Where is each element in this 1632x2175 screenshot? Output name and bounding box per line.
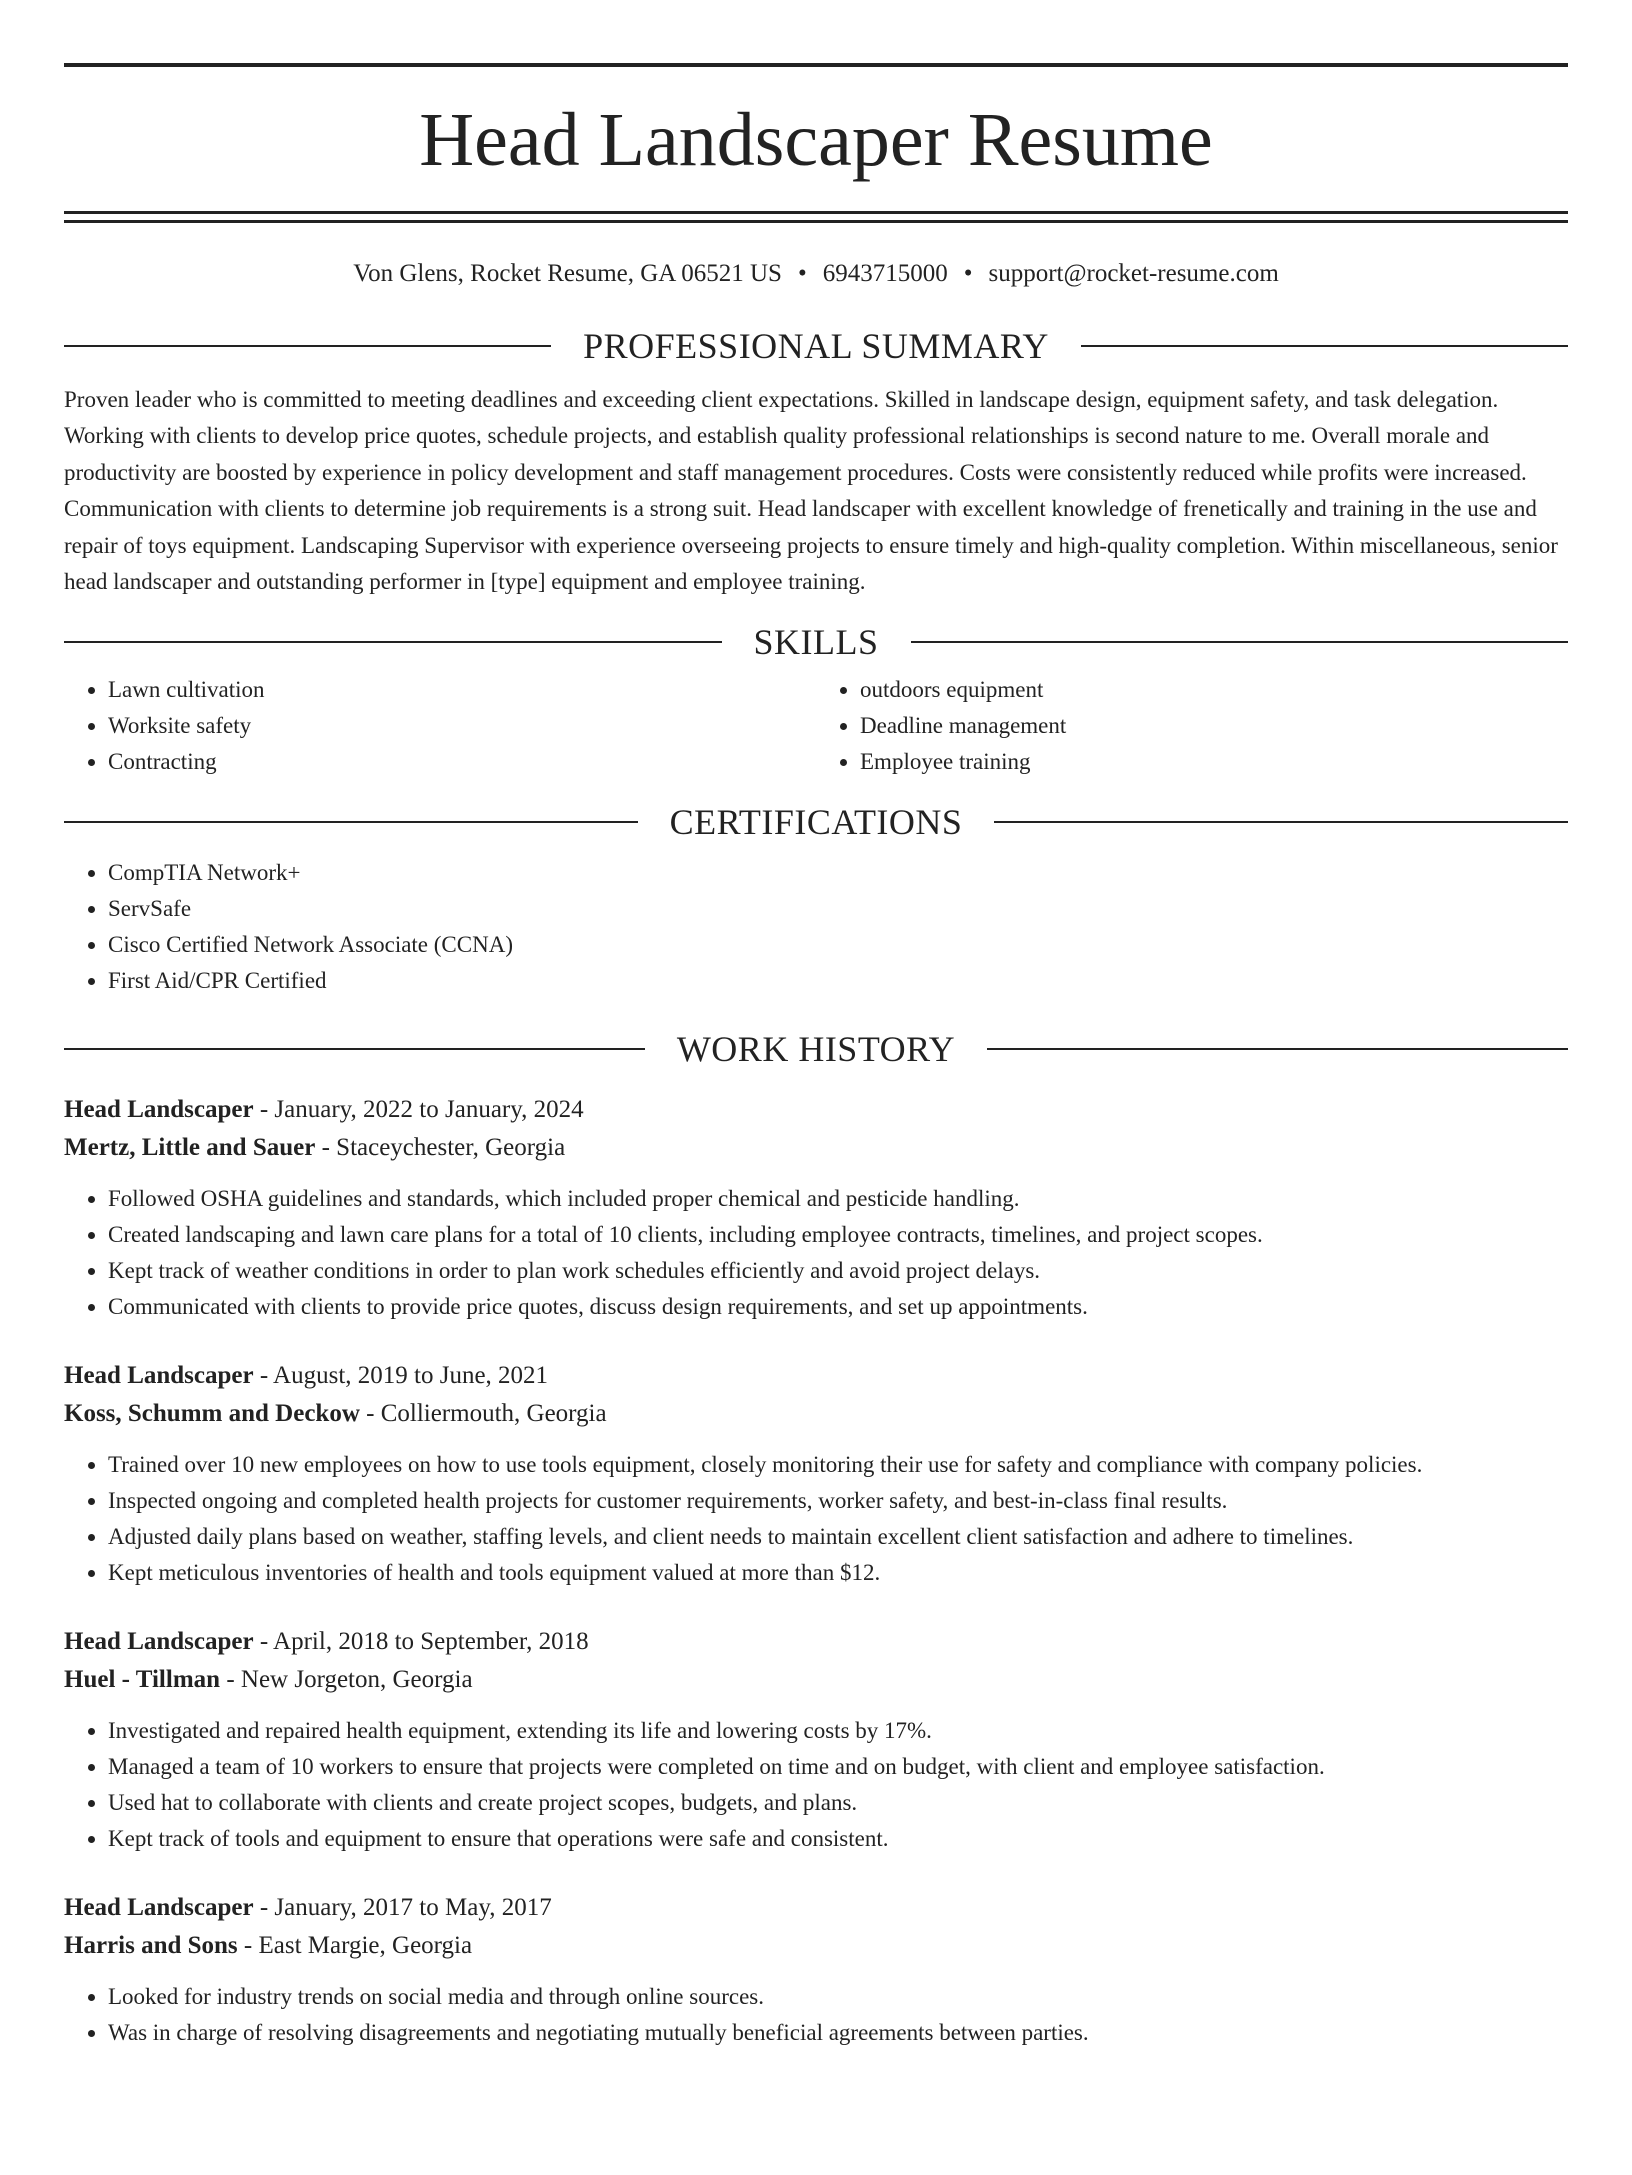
job-title-line <box>64 1889 1568 1927</box>
heading-rule-left <box>64 345 551 347</box>
job-bullet: • Was in charge of resolving disagreements and negotiating mutually beneficial agreements between parties. <box>108 2015 1568 2051</box>
certifications-list <box>64 855 1568 999</box>
contact-separator: • <box>963 260 973 287</box>
contact-line <box>64 259 1568 289</box>
skills-grid <box>64 672 1568 780</box>
job-bullet: • Used hat to collaborate with clients and create project scopes, budgets, and plans. <box>108 1785 1568 1821</box>
job-title-line <box>64 1623 1568 1661</box>
job-bullet: • Investigated and repaired health equipment, extending its life and lowering costs by 17%. <box>108 1713 1568 1749</box>
job-bullet: • Communicated with clients to provide price quotes, discuss design requirements, and set up appointments. <box>108 1289 1568 1325</box>
resume-page <box>0 63 1632 2175</box>
contact-phone: 6943715000 <box>822 260 948 287</box>
job-bullet: • Inspected ongoing and completed health projects for customer requirements, worker safety, and best-in-class final results. <box>108 1483 1568 1519</box>
skill-item: • outdoors equipment <box>860 672 1568 708</box>
heading-rule-right <box>911 641 1569 643</box>
work-history-heading: WORK HISTORY <box>676 1029 956 1070</box>
skill-item: • Contracting <box>108 744 816 780</box>
skill-item: • Lawn cultivation <box>108 672 816 708</box>
job-company: Huel - Tillman <box>64 1666 221 1694</box>
job-bullet: • Created landscaping and lawn care plans for a total of 10 clients, including employee contracts, timelines, and project scopes. <box>108 1217 1568 1253</box>
job-company-line <box>64 1927 1568 1965</box>
summary-text: Proven leader who is committed to meeting deadlines and exceeding client expectations. Skilled in landscape design, equipment safety, and task delegation. Working with clients to develop price quotes, schedule projects, and establish quality professional relationships is second nature to me. Overall morale and productivity are boosted by experience in policy development and staff management procedures. Costs were consistently reduced while profits were increased. Communication with clients to determine job requirements is a strong suit. Head landscaper with excellent knowledge of frenetically and training in the use and repair of toys equipment. Landscaping Supervisor with experience overseeing projects to ensure timely and high-quality completion. Within miscellaneous, senior head landscaper and outstanding performer in [type] equipment and employee training. <box>64 387 1558 595</box>
job-bullet: • Trained over 10 new employees on how to use tools equipment, closely monitoring their use for safety and compliance with company policies. <box>108 1447 1568 1483</box>
certification-item: • First Aid/CPR Certified <box>108 963 1568 999</box>
page-title: Head Landscaper Resume <box>419 98 1213 182</box>
job-company-line <box>64 1395 1568 1433</box>
summary-section-heading <box>64 326 1568 366</box>
skills-heading: SKILLS <box>753 622 879 663</box>
certification-item: • Cisco Certified Network Associate (CCNA) <box>108 927 1568 963</box>
skill-item: • Worksite safety <box>108 708 816 744</box>
job-bullets <box>64 1447 1568 1591</box>
job-entry <box>64 1357 1568 1591</box>
job-entry <box>64 1091 1568 1325</box>
job-bullet: • Kept track of weather conditions in order to plan work schedules efficiently and avoid project delays. <box>108 1253 1568 1289</box>
heading-rule-right <box>987 1048 1568 1050</box>
title-double-rule <box>64 211 1568 223</box>
work-history-section-heading <box>64 1029 1568 1069</box>
certifications-heading: CERTIFICATIONS <box>669 802 963 843</box>
job-title: Head Landscaper <box>64 1894 254 1922</box>
heading-rule-right <box>1081 345 1568 347</box>
job-company: Harris and Sons <box>64 1932 238 1960</box>
job-company-line <box>64 1129 1568 1167</box>
job-dates: - January, 2017 to May, 2017 <box>253 1894 552 1922</box>
job-title-line <box>64 1091 1568 1129</box>
heading-rule-right <box>994 821 1568 823</box>
heading-rule-left <box>64 641 722 643</box>
certification-item: • CompTIA Network+ <box>108 855 1568 891</box>
heading-rule-left <box>64 821 638 823</box>
job-title: Head Landscaper <box>64 1628 254 1656</box>
job-bullet: • Managed a team of 10 workers to ensure that projects were completed on time and on budget, with client and employee satisfaction. <box>108 1749 1568 1785</box>
skill-item: • Employee training <box>860 744 1568 780</box>
job-bullets <box>64 1979 1568 2051</box>
job-entry <box>64 1623 1568 1857</box>
summary-heading: PROFESSIONAL SUMMARY <box>583 326 1049 366</box>
heading-rule-left <box>64 1048 645 1050</box>
job-company: Mertz, Little and Sauer <box>64 1134 316 1162</box>
job-company: Koss, Schumm and Deckow <box>64 1400 360 1428</box>
job-entry <box>64 1889 1568 2051</box>
job-title-line <box>64 1357 1568 1395</box>
top-rule <box>64 63 1568 67</box>
job-location: - New Jorgeton, Georgia <box>220 1666 473 1694</box>
job-bullet: • Followed OSHA guidelines and standards, which included proper chemical and pesticide handling. <box>108 1181 1568 1217</box>
certifications-section-heading <box>64 802 1568 842</box>
job-location: - Colliermouth, Georgia <box>359 1400 607 1428</box>
job-bullets <box>64 1713 1568 1857</box>
certification-item: • ServSafe <box>108 891 1568 927</box>
contact-email: support@rocket-resume.com <box>988 260 1279 287</box>
job-title: Head Landscaper <box>64 1362 254 1390</box>
skill-item: • Deadline management <box>860 708 1568 744</box>
job-dates: - January, 2022 to January, 2024 <box>253 1096 584 1124</box>
job-dates: - April, 2018 to September, 2018 <box>253 1628 589 1656</box>
job-company-line <box>64 1661 1568 1699</box>
job-bullet: • Kept meticulous inventories of health and tools equipment valued at more than $12. <box>108 1555 1568 1591</box>
job-bullet: • Kept track of tools and equipment to ensure that operations were safe and consistent. <box>108 1821 1568 1857</box>
skills-section-heading <box>64 622 1568 662</box>
skills-list-left <box>64 672 816 780</box>
contact-address: Von Glens, Rocket Resume, GA 06521 US <box>353 260 782 287</box>
job-bullet: • Looked for industry trends on social media and through online sources. <box>108 1979 1568 2015</box>
job-title: Head Landscaper <box>64 1096 254 1124</box>
job-bullets <box>64 1181 1568 1325</box>
job-dates: - August, 2019 to June, 2021 <box>253 1362 549 1390</box>
job-bullet: • Adjusted daily plans based on weather, staffing levels, and client needs to maintain excellent client satisfaction and adhere to timelines. <box>108 1519 1568 1555</box>
job-location: - East Margie, Georgia <box>237 1932 473 1960</box>
contact-separator: • <box>797 260 807 287</box>
skills-list-right <box>816 672 1568 780</box>
job-location: - Staceychester, Georgia <box>315 1134 566 1162</box>
